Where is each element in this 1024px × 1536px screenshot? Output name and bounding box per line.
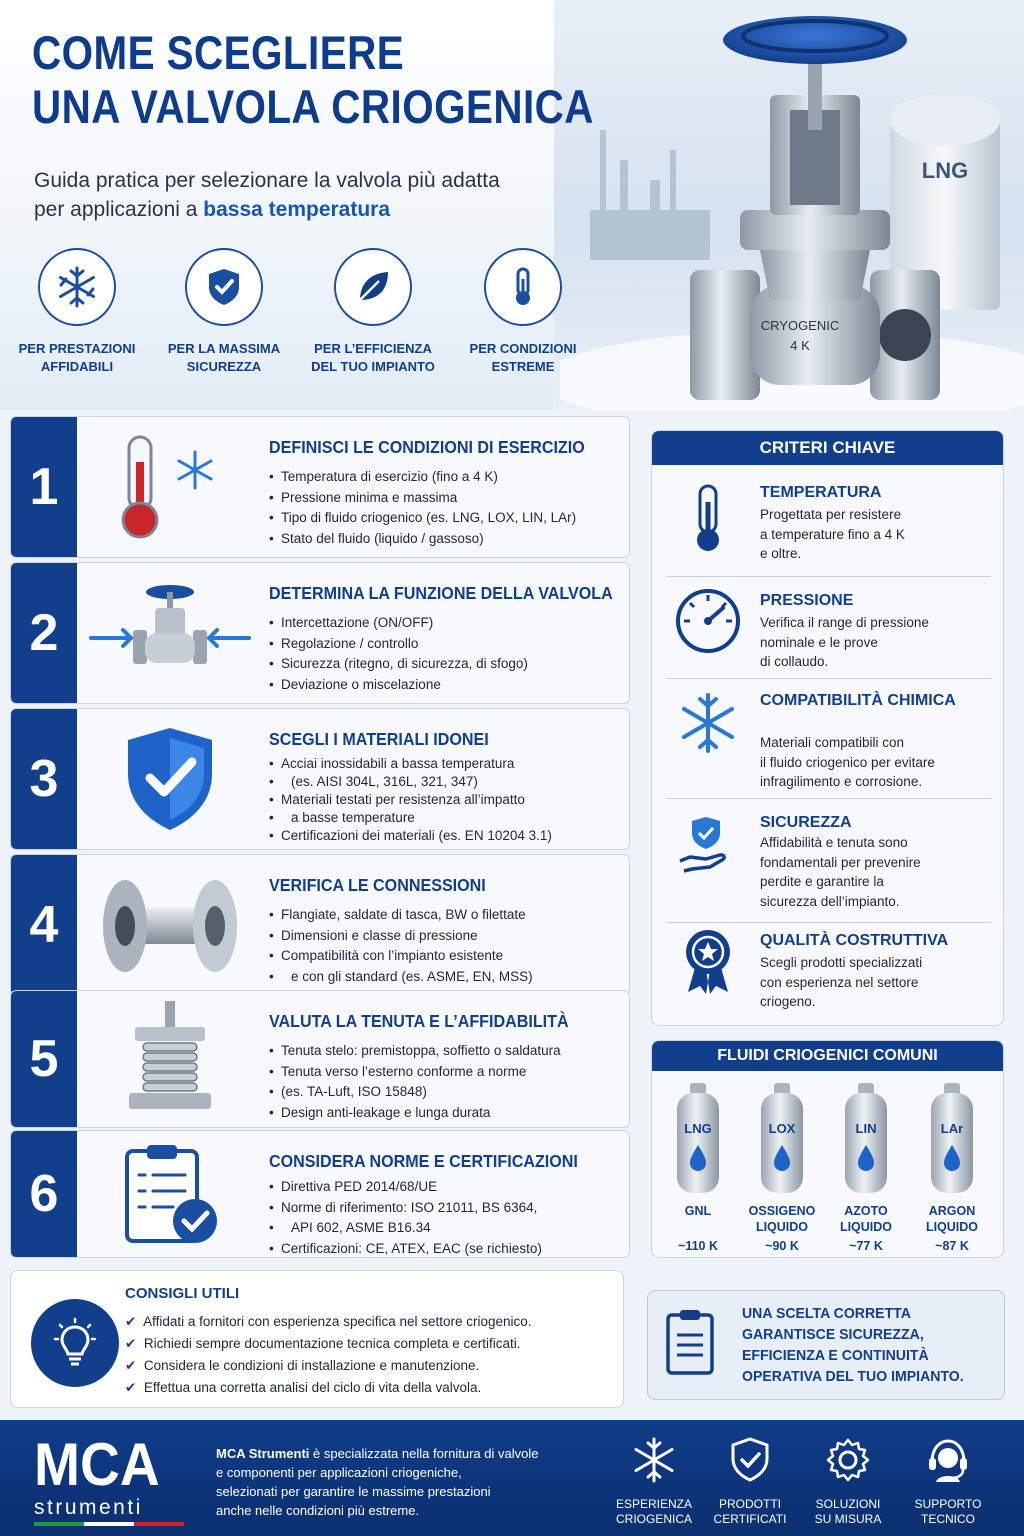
desc-line: Affidabilità e tenuta sono — [760, 835, 908, 850]
shield-check-icon — [202, 265, 246, 309]
company-name: MCA Strumenti — [216, 1446, 310, 1461]
list-item: • Tenuta verso l’esterno conforme a norme — [269, 1062, 561, 1083]
shield-check-icon — [120, 724, 220, 834]
company-logo-subtitle: strumenti — [34, 1496, 143, 1519]
feature-label-3b: DEL TUO IMPIANTO — [311, 359, 435, 374]
company-description — [216, 1444, 556, 1520]
subtitle-highlight: bassa temperatura — [203, 198, 391, 221]
list-item: • Direttiva PED 2014/68/UE — [269, 1177, 542, 1198]
badge-support — [898, 1436, 998, 1527]
fluid-temperature: ~90 K — [765, 1239, 799, 1253]
desc-line: Verifica il range di pressione — [760, 615, 929, 630]
key-message-box — [647, 1290, 1005, 1400]
page-subtitle — [34, 166, 554, 224]
badge-label: SU MISURA — [814, 1512, 882, 1526]
step-title: DEFINISCI LE CONDIZIONI DI ESERCIZIO — [269, 437, 585, 457]
thermometer-icon — [501, 265, 545, 309]
desc-line: e oltre. — [760, 546, 802, 561]
tip-text: Richiedi sempre documentazione tecnica completa e certificati. — [143, 1336, 521, 1351]
fluid-temperature: ~87 K — [935, 1239, 969, 1253]
key-criteria-panel — [651, 430, 1004, 1026]
feature-efficiency — [298, 248, 448, 376]
thermometer-snowflake-icon — [105, 432, 235, 542]
list-item: • Temperatura di esercizio (fino a 4 K) — [269, 467, 576, 488]
award-ribbon-icon — [680, 926, 736, 996]
step-number: 6 — [11, 1131, 77, 1257]
list-item: • Materiali testati per resistenza all’impatto — [269, 791, 552, 809]
step-list — [269, 467, 576, 549]
desc-line: a temperature fino a 4 K — [760, 526, 905, 542]
fluid-name: AZOTO — [844, 1204, 888, 1218]
step-3 — [10, 708, 630, 850]
cryogenic-fluids-panel — [651, 1040, 1004, 1258]
step-title: DETERMINA LA FUNZIONE DELLA VALVOLA — [269, 583, 613, 603]
step-list — [269, 613, 528, 695]
tank-label: LNG — [921, 158, 969, 183]
list-item: • Sicurezza (ritegno, di sicurezza, di sfogo) — [269, 654, 528, 675]
step-number: 2 — [11, 563, 77, 703]
desc-line: perdite e garantire la — [760, 874, 884, 889]
desc-line: Progettata per resistere — [760, 507, 902, 522]
gas-cylinder-icon — [759, 1083, 805, 1195]
badge-label: ESPERIENZA — [615, 1497, 693, 1511]
step-list — [269, 1177, 542, 1258]
lightbulb-badge — [31, 1299, 119, 1387]
badge-label: PRODOTTI — [719, 1497, 781, 1511]
list-item: • Dimensioni e classe di pressione — [269, 926, 533, 947]
headset-icon — [924, 1436, 972, 1484]
list-item: • Tenuta stelo: premistoppa, soffietto o saldatura — [269, 1041, 561, 1062]
gas-cylinder-icon — [675, 1083, 721, 1195]
criterion-title: COMPATIBILITÀ CHIMICA — [760, 692, 956, 709]
flange-fitting-icon — [95, 870, 245, 980]
hand-shield-icon — [676, 813, 740, 877]
fluid-name: ARGON — [928, 1204, 976, 1218]
step-title: CONSIDERA NORME E CERTIFICAZIONI — [269, 1151, 578, 1171]
desc-line: criogeno. — [760, 994, 816, 1009]
feature-label-4a: PER CONDIZIONI — [469, 341, 577, 356]
criterion-pressure — [666, 577, 991, 679]
feature-safety — [149, 248, 299, 376]
leaf-icon — [351, 265, 395, 309]
step-4-illustration — [81, 861, 259, 989]
list-item: • Intercettazione (ON/OFF) — [269, 613, 528, 634]
list-item: • Design anti-leakage e lunga durata — [269, 1103, 561, 1124]
step-title: VERIFICA LE CONNESSIONI — [269, 875, 486, 895]
step-5 — [10, 990, 630, 1128]
fluid-code: LOX — [768, 1121, 796, 1136]
lightbulb-icon — [49, 1317, 101, 1369]
message-line: OPERATIVA DEL TUO IMPIANTO. — [742, 1368, 964, 1385]
tip-item — [125, 1333, 532, 1355]
feature-label-1b: AFFIDABILI — [40, 359, 114, 374]
list-item: • Norme di riferimento: ISO 21011, BS 6364, — [269, 1198, 542, 1219]
list-item: • Pressione minima e massima — [269, 488, 576, 509]
badge-experience — [604, 1436, 704, 1527]
list-item: • Compatibilità con l’impianto esistente — [269, 946, 533, 967]
criterion-desc — [760, 733, 990, 792]
badge-label: CRIOGENICA — [615, 1512, 692, 1526]
gas-cylinder-icon — [929, 1083, 975, 1195]
desc-line: il fluido criogenico per evitare — [760, 754, 935, 770]
tip-item — [125, 1377, 532, 1399]
feature-label-4b: ESTREME — [491, 359, 555, 374]
description-line: e componenti per applicazioni criogeniche, — [216, 1465, 462, 1480]
cryogenic-fluids-heading: FLUIDI CRIOGENICI COMUNI — [652, 1041, 1003, 1071]
criterion-desc — [760, 505, 990, 564]
key-criteria-heading: CRITERI CHIAVE — [652, 431, 1003, 465]
criterion-temperature — [666, 475, 991, 577]
feature-label-1a: PER PRESTAZIONI — [18, 341, 136, 356]
badge-label: SUPPORTO — [914, 1497, 982, 1511]
badge-label: CERTIFICATI — [713, 1512, 787, 1526]
clipboard-check-icon — [115, 1141, 225, 1251]
badge-label: TECNICO — [921, 1512, 975, 1526]
list-item: • Regolazione / controllo — [269, 634, 528, 655]
gate-valve-icon — [85, 578, 255, 688]
criterion-quality — [666, 923, 991, 1019]
tip-text: Affidati a fornitori con esperienza specifica nel settore criogenico. — [143, 1314, 532, 1329]
thermometer-icon — [688, 484, 728, 554]
message-line: GARANTISCE SICUREZZA, — [742, 1326, 924, 1343]
list-item: • (es. TA-Luft, ISO 15848) — [269, 1082, 561, 1103]
list-item: • API 602, ASME B16.34 — [269, 1218, 542, 1239]
check-icon: ✔ — [125, 1314, 137, 1329]
feature-label-2b: SICUREZZA — [186, 359, 262, 374]
desc-line: di collaudo. — [760, 654, 829, 669]
snowflake-icon — [630, 1436, 678, 1484]
fluid-name: OSSIGENO — [748, 1204, 816, 1218]
check-icon: ✔ — [125, 1358, 137, 1373]
useful-tips-heading: CONSIGLI UTILI — [125, 1285, 240, 1302]
step-1-illustration — [81, 423, 259, 551]
fluid-cylinder — [916, 1083, 988, 1253]
valve-marking-2: 4 K — [790, 338, 810, 353]
fluid-temperature: ~110 K — [678, 1239, 718, 1253]
list-item: • (es. AISI 304L, 316L, 321, 347) — [269, 773, 552, 791]
check-icon: ✔ — [125, 1336, 137, 1351]
subtitle-prefix: per applicazioni a — [34, 198, 198, 221]
fluid-cylinder — [830, 1083, 902, 1253]
key-message-text — [742, 1303, 964, 1387]
desc-line: fondamentali per prevenire — [760, 854, 921, 870]
badge-certified — [700, 1436, 800, 1527]
fluid-name: GNL — [684, 1204, 712, 1218]
tip-text: Considera le condizioni di installazione e manutenzione. — [143, 1358, 480, 1373]
snowflake-icon — [676, 691, 740, 755]
check-icon: ✔ — [125, 1380, 137, 1395]
feature-label-3a: PER L’EFFICIENZA — [314, 341, 432, 356]
step-4 — [10, 854, 630, 996]
fluid-name: LIQUIDO — [839, 1220, 893, 1234]
fluid-code: LNG — [684, 1121, 712, 1136]
message-line: UNA SCELTA CORRETTA — [742, 1305, 911, 1322]
step-number: 1 — [11, 417, 77, 557]
title-line-1: COME SCEGLIERE — [32, 26, 405, 79]
description-line-1 — [216, 1444, 556, 1463]
message-line: EFFICIENZA E CONTINUITÀ — [742, 1347, 929, 1364]
title-line-2: UNA VALVOLA CRIOGENICA — [32, 80, 594, 133]
list-item: • e con gli standard (es. ASME, EN, MSS) — [269, 967, 533, 988]
criterion-safety — [666, 799, 991, 923]
company-logo: MCA — [34, 1431, 160, 1498]
gauge-icon — [673, 586, 743, 656]
shield-check-icon — [726, 1436, 774, 1484]
step-list — [269, 1041, 561, 1123]
fluid-cylinder — [662, 1083, 734, 1253]
document-icon — [664, 1307, 716, 1377]
valve-marking-1: CRYOGENIC — [760, 318, 840, 333]
criterion-desc — [760, 613, 990, 672]
fluid-temperature: ~77 K — [849, 1239, 883, 1253]
gear-icon — [824, 1436, 872, 1484]
italian-flag-stripe — [34, 1522, 184, 1526]
step-title: VALUTA LA TENUTA E L’AFFIDABILITÀ — [269, 1011, 569, 1031]
tip-item — [125, 1355, 532, 1377]
fluid-name: LIQUIDO — [755, 1220, 809, 1234]
tips-list — [125, 1311, 532, 1399]
list-item: • Tipo di fluido criogenico (es. LNG, LOX, LIN, LAr) — [269, 508, 576, 529]
bellows-seal-icon — [115, 1001, 225, 1121]
step-list — [269, 755, 552, 845]
list-item: • Deviazione o miscelazione — [269, 675, 528, 696]
list-item: • Certificazioni dei materiali (es. EN 10204 3.1) — [269, 827, 552, 845]
step-3-illustration — [81, 715, 259, 843]
step-number: 5 — [11, 991, 77, 1127]
feature-label-2a: PER LA MASSIMA — [167, 341, 281, 356]
subtitle-line-1: Guida pratica per selezionare la valvola più adatta — [34, 169, 500, 192]
criterion-desc — [760, 833, 990, 911]
criterion-title: QUALITÀ COSTRUTTIVA — [760, 932, 949, 949]
fluid-name: LIQUIDO — [925, 1220, 979, 1234]
badge-custom — [798, 1436, 898, 1527]
list-item: • Acciai inossidabili a bassa temperatura — [269, 755, 552, 773]
step-1 — [10, 416, 630, 558]
fluid-name — [662, 1219, 734, 1235]
list-item: • a basse temperature — [269, 809, 552, 827]
gas-cylinder-icon — [843, 1083, 889, 1195]
hero-section — [0, 0, 1024, 410]
desc-line: Scegli prodotti specializzati — [760, 955, 923, 970]
fluid-code: LAr — [940, 1121, 964, 1136]
description-line: anche nelle condizioni più estreme. — [216, 1503, 420, 1518]
useful-tips-panel — [10, 1270, 624, 1408]
step-title: SCEGLI I MATERIALI IDONEI — [269, 729, 489, 749]
step-number: 3 — [11, 709, 77, 849]
desc-line: Materiali compatibili con — [760, 735, 905, 750]
list-item: • Flangiate, saldate di tasca, BW o filettate — [269, 905, 533, 926]
snowflake-icon — [55, 265, 99, 309]
fluid-code: LIN — [855, 1121, 877, 1136]
description-line: selezionati per garantire le massime prestazioni — [216, 1484, 491, 1499]
subtitle-line-2 — [34, 195, 554, 224]
tip-item — [125, 1311, 532, 1333]
criterion-desc — [760, 953, 990, 1012]
step-2-illustration — [81, 569, 259, 697]
step-list — [269, 905, 533, 987]
criterion-chemical — [666, 679, 991, 799]
feature-reliable — [2, 248, 152, 376]
criterion-title: SICUREZZA — [760, 814, 852, 831]
step-2 — [10, 562, 630, 704]
fluid-cylinder — [746, 1083, 818, 1253]
badge-label: SOLUZIONI — [815, 1497, 881, 1511]
page-title — [32, 26, 594, 134]
step-6 — [10, 1130, 630, 1258]
criterion-title: TEMPERATURA — [760, 484, 882, 501]
criterion-title: PRESSIONE — [760, 592, 854, 609]
desc-line: sicurezza dell’impianto. — [760, 893, 900, 909]
desc-line: nominale e le prove — [760, 634, 878, 650]
desc-line: infragilimento e corrosione. — [760, 774, 923, 789]
step-6-illustration — [81, 1137, 259, 1255]
step-number: 4 — [11, 855, 77, 995]
tip-text: Effettua una corretta analisi del ciclo di vita della valvola. — [143, 1380, 482, 1395]
list-item: • Certificazioni: CE, ATEX, EAC (se richiesto) — [269, 1239, 542, 1259]
cryogenic-valve-illustration — [560, 0, 1024, 410]
feature-extreme — [448, 248, 598, 376]
description-text: è specializzata nella fornitura di valvole — [309, 1446, 539, 1461]
list-item: • Stato del fluido (liquido / gassoso) — [269, 529, 576, 550]
desc-line: con esperienza nel settore — [760, 974, 919, 990]
step-5-illustration — [81, 997, 259, 1125]
